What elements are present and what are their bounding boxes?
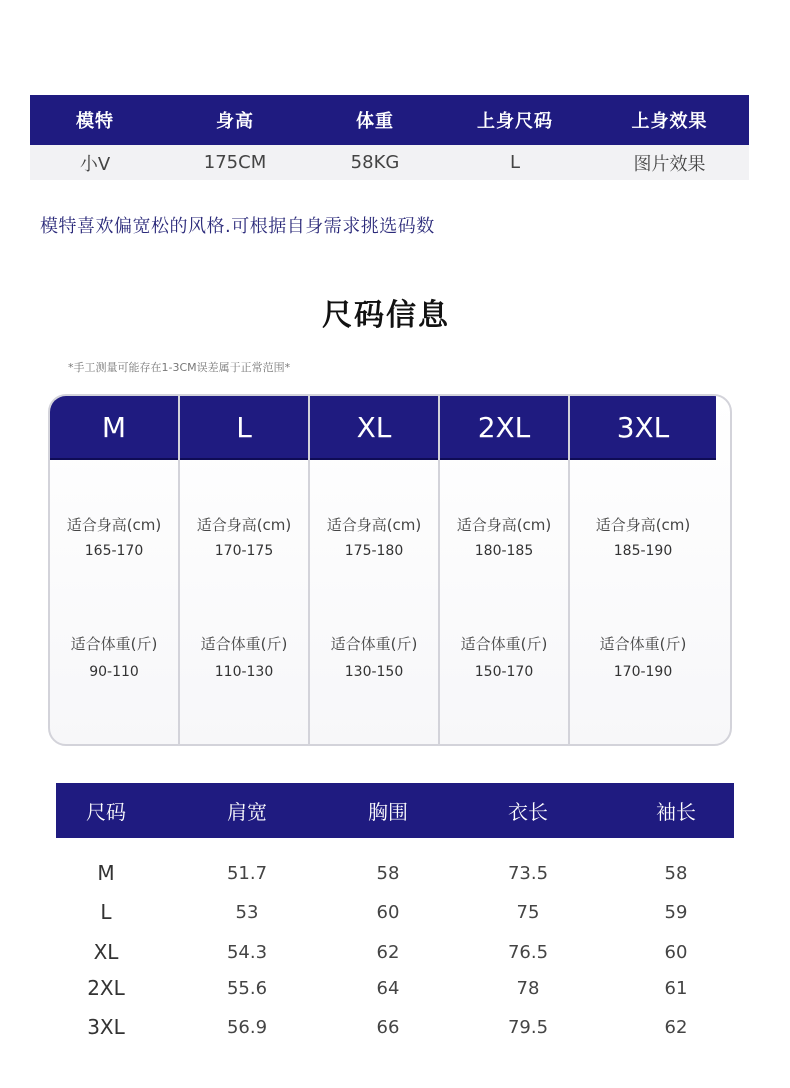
model-name: 小V — [79, 153, 111, 175]
model-weight: 58KG — [350, 152, 400, 173]
measurement-table — [56, 783, 734, 1039]
row-size: 2XL — [87, 976, 125, 1000]
size-column-m — [50, 396, 180, 744]
row-length: 76.5 — [507, 941, 549, 963]
table-row — [56, 973, 734, 1003]
model-wear-effect: 图片效果 — [633, 153, 706, 175]
row-length: 79.5 — [507, 1016, 549, 1038]
height-label: 适合身高(cm) — [595, 516, 691, 534]
size-recommendation-card — [48, 394, 732, 746]
height-label: 适合身高(cm) — [66, 516, 162, 534]
weight-range: 170-190 — [613, 664, 673, 680]
header-weight: 体重 — [356, 111, 394, 132]
row-sleeve: 59 — [664, 901, 688, 923]
height-range: 180-185 — [474, 543, 534, 559]
model-table-header — [30, 95, 749, 145]
row-size: M — [97, 861, 115, 885]
row-shoulder: 55.6 — [226, 977, 268, 999]
row-sleeve: 60 — [664, 941, 688, 963]
weight-label: 适合体重(斤) — [330, 635, 418, 653]
size-column-xl — [310, 396, 440, 744]
row-length: 75 — [516, 901, 540, 923]
height-label: 适合身高(cm) — [196, 516, 292, 534]
row-length: 73.5 — [507, 862, 549, 884]
row-shoulder: 56.9 — [226, 1016, 268, 1038]
model-table-row — [30, 145, 749, 180]
weight-range: 110-130 — [214, 664, 274, 680]
model-height: 175CM — [203, 152, 267, 173]
model-info-table — [30, 95, 749, 180]
row-shoulder: 51.7 — [226, 862, 268, 884]
size-header: 3XL — [570, 396, 716, 460]
row-sleeve: 58 — [664, 862, 688, 884]
header-model: 模特 — [76, 111, 114, 132]
row-length: 78 — [516, 977, 540, 999]
row-chest: 60 — [376, 901, 400, 923]
header-wear-size: 上身尺码 — [477, 111, 553, 132]
header-sleeve: 袖长 — [656, 800, 696, 824]
size-header: XL — [310, 396, 438, 460]
height-range: 165-170 — [84, 543, 144, 559]
header-size: 尺码 — [86, 800, 126, 824]
size-column-2xl — [440, 396, 570, 744]
table-row — [56, 897, 734, 927]
table-row — [56, 937, 734, 967]
weight-range: 90-110 — [89, 664, 139, 680]
row-size: 3XL — [87, 1015, 125, 1039]
height-range: 185-190 — [613, 543, 673, 559]
size-header: M — [50, 396, 178, 460]
row-chest: 62 — [376, 941, 400, 963]
height-range: 170-175 — [214, 543, 274, 559]
weight-label: 适合体重(斤) — [200, 635, 288, 653]
table-row — [56, 858, 734, 888]
height-range: 175-180 — [344, 543, 404, 559]
section-title: 尺码信息 — [322, 298, 450, 333]
weight-label: 适合体重(斤) — [460, 635, 548, 653]
measurement-note: *手工测量可能存在1-3CM误差属于正常范围* — [68, 361, 291, 374]
weight-range: 150-170 — [474, 664, 534, 680]
measurement-table-header — [56, 783, 734, 838]
header-wear-effect: 上身效果 — [631, 111, 708, 132]
weight-label: 适合体重(斤) — [599, 635, 687, 653]
row-size: XL — [93, 940, 119, 964]
row-chest: 64 — [376, 977, 400, 999]
weight-range: 130-150 — [344, 664, 404, 680]
row-shoulder: 54.3 — [226, 941, 268, 963]
row-chest: 66 — [376, 1016, 400, 1038]
model-wear-size: L — [509, 152, 521, 173]
header-length: 衣长 — [508, 800, 548, 824]
row-shoulder: 53 — [235, 901, 259, 923]
fit-note: 模特喜欢偏宽松的风格.可根据自身需求挑选码数 — [40, 216, 435, 237]
height-label: 适合身高(cm) — [456, 516, 552, 534]
row-size: L — [100, 900, 112, 924]
size-column-l — [180, 396, 310, 744]
header-chest: 胸围 — [368, 800, 408, 824]
row-sleeve: 61 — [664, 977, 688, 999]
height-label: 适合身高(cm) — [326, 516, 422, 534]
size-header: 2XL — [440, 396, 568, 460]
table-row — [56, 1012, 734, 1042]
size-header: L — [180, 396, 308, 460]
weight-label: 适合体重(斤) — [70, 635, 158, 653]
size-column-3xl — [570, 396, 730, 744]
row-chest: 58 — [376, 862, 400, 884]
row-sleeve: 62 — [664, 1016, 688, 1038]
header-shoulder: 肩宽 — [227, 800, 267, 824]
header-height: 身高 — [216, 111, 254, 132]
